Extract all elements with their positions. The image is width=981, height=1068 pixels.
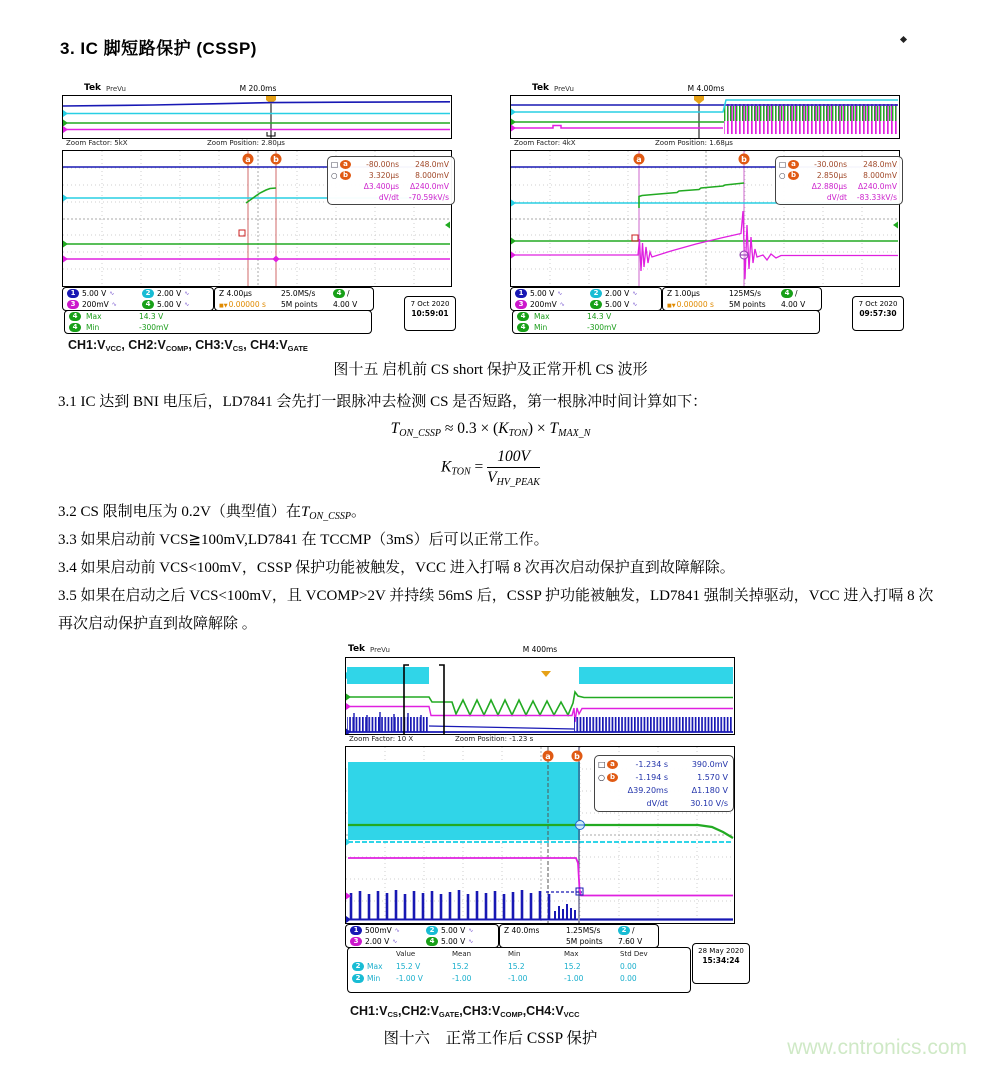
watermark: www.cntronics.com bbox=[787, 1036, 967, 1059]
ch3-scale: 200mV bbox=[530, 300, 557, 309]
caption-part: ,CH3:V bbox=[459, 1004, 501, 1018]
cell: -1.00 bbox=[452, 973, 472, 983]
caption-part: , CH4:V bbox=[243, 338, 288, 352]
caption-part: , CH3:V bbox=[188, 338, 233, 352]
channel-markers bbox=[511, 200, 516, 259]
scope-header bbox=[510, 84, 902, 95]
caption-sub: COMP bbox=[500, 1010, 523, 1020]
formula-part: K bbox=[498, 420, 509, 437]
gate-switching-band bbox=[348, 762, 580, 840]
ch4-badge: 4 bbox=[142, 300, 154, 309]
cursor-a-symbol: □ bbox=[598, 760, 606, 769]
ch4-badge: 4 bbox=[590, 300, 602, 309]
acquisition-box bbox=[499, 924, 659, 948]
scope-header bbox=[345, 645, 735, 656]
cell: 0.00 bbox=[620, 973, 637, 983]
switching-region-gate bbox=[724, 106, 898, 121]
paragraph-3-4: 3.4 如果启动前 VCS<100mV，CSSP 保护功能被触发，VCC 进入打嗝 8 次再次启动保护直到故障解除。 bbox=[58, 560, 735, 576]
col-min: Min bbox=[508, 950, 521, 958]
trace-ch3-vcs bbox=[511, 126, 723, 129]
delay-icon: ■▼ bbox=[219, 303, 228, 309]
caption-sub: VCC bbox=[105, 344, 122, 354]
formula-part: T bbox=[390, 420, 400, 437]
bw-icon: ∿ bbox=[111, 301, 117, 308]
dvdt-value: -83.33kV/s bbox=[856, 193, 897, 202]
delay-readout: 0.00000 s bbox=[676, 300, 714, 309]
tek-logo: Tek bbox=[84, 83, 102, 93]
meas-value: -300mV bbox=[587, 323, 617, 332]
cursor-b-time: 3.320μs bbox=[368, 171, 399, 180]
tek-logo: Tek bbox=[532, 83, 550, 93]
cursor-delta-time: Δ39.20ms bbox=[627, 786, 668, 795]
cursor-delta-time: Δ3.400μs bbox=[363, 182, 399, 191]
svg-text:b: b bbox=[574, 751, 580, 761]
paragraph-3-5: 3.5 如果在启动之后 VCS<100mV，且 VCOMP>2V 并持续 56mS 后，CSSP 护功能被触发，LD7841 强制关掉驱动，VCC 进入打嗝 8 次再次启动保护直到故障解除 。 bbox=[58, 588, 934, 632]
ch3-scale: 2.00 V bbox=[365, 937, 390, 946]
gate-band-right bbox=[579, 667, 733, 684]
meas-ch-badge: 4 bbox=[69, 312, 81, 321]
ch1-badge: 1 bbox=[515, 289, 527, 298]
meas-ch-badge: 4 bbox=[69, 323, 81, 332]
cursor-a-marker bbox=[632, 235, 638, 241]
date-time-box bbox=[852, 296, 904, 331]
caption-part: CH1:V bbox=[68, 338, 106, 352]
fraction-numerator: 100V bbox=[487, 448, 540, 468]
bw-icon: ∿ bbox=[392, 938, 398, 945]
corner-mark bbox=[900, 36, 907, 43]
cursor-b-time: 2.850μs bbox=[816, 171, 847, 180]
meas-ch-badge: 2 bbox=[352, 962, 364, 971]
formula-sub: ON_CSSP bbox=[399, 428, 441, 439]
svg-text:b: b bbox=[741, 154, 747, 164]
cursor-b-marker bbox=[272, 255, 279, 262]
cursor-b-badge: b bbox=[340, 171, 351, 180]
caption-sub: COMP bbox=[165, 344, 189, 354]
date-time-box bbox=[404, 296, 456, 331]
paragraph-3-3: 3.3 如果启动前 VCS≧100mV,LD7841 在 TCCMP（3mS）后可以正常工作。 bbox=[58, 532, 549, 548]
tek-logo: Tek bbox=[348, 644, 366, 654]
meas-label: Min bbox=[534, 323, 548, 332]
timebase-readout: M 4.00ms bbox=[687, 84, 725, 93]
timebase-readout: M 400ms bbox=[522, 645, 558, 654]
cell: -1.00 bbox=[564, 973, 584, 983]
cursor-readout-box bbox=[327, 156, 455, 205]
col-value: Value bbox=[396, 950, 416, 958]
formula-sub: TON bbox=[451, 466, 471, 478]
trigger-slope-icon: / bbox=[632, 926, 635, 935]
ch4-scale: 5.00 V bbox=[157, 300, 182, 309]
formula-sub: ON_CSSP bbox=[309, 511, 351, 522]
acq-mode: PreVu bbox=[106, 85, 126, 93]
acquisition-box bbox=[214, 287, 374, 311]
zoom-position: Zoom Position: -1.23 s bbox=[455, 735, 534, 743]
cursor-b-badge: b bbox=[788, 171, 799, 180]
trigger-source-badge: 4 bbox=[333, 289, 345, 298]
meas-value: -300mV bbox=[139, 323, 169, 332]
ch4-scale: 5.00 V bbox=[441, 937, 466, 946]
cursor-a-badge: a bbox=[340, 160, 351, 169]
time: 15:34:24 bbox=[702, 956, 740, 965]
channel-markers bbox=[511, 109, 516, 132]
fraction-denominator bbox=[487, 468, 540, 488]
svg-text:a: a bbox=[545, 751, 551, 761]
fig16-caption: 图十六 正常工作后 CSSP 保护 bbox=[383, 1030, 598, 1047]
ch2-scale: 5.00 V bbox=[441, 926, 466, 935]
zoom-timebase: Z 40.0ms bbox=[504, 926, 540, 935]
cursor-delta-value: Δ240.0mV bbox=[409, 182, 449, 191]
trigger-level-arrow bbox=[893, 222, 898, 229]
paragraph-part: 3.2 CS 限制电压为 0.2V（典型值）在 bbox=[58, 504, 301, 520]
time: 10:59:01 bbox=[411, 309, 449, 318]
paragraph-3-1: 3.1 IC 达到 BNI 电压后，LD7841 会先打一跟脉冲去检测 CS 是否短路，第一根脉冲时间计算如下： bbox=[58, 394, 708, 410]
overview-waveforms bbox=[511, 96, 899, 138]
cursor-a-time: -80.00ns bbox=[366, 160, 399, 169]
overview-graticule bbox=[62, 95, 452, 139]
page-title: 3. IC 脚短路保护 (CSSP) bbox=[60, 39, 257, 58]
meas-ch-badge: 4 bbox=[517, 312, 529, 321]
formula-part: T bbox=[549, 420, 559, 437]
channel-scale-box bbox=[345, 924, 499, 948]
dvdt-label: dV/dt bbox=[378, 193, 399, 202]
delay-readout: 0.00000 s bbox=[228, 300, 266, 309]
caption-part: CH1:V bbox=[350, 1004, 388, 1018]
cursor-a-value: 248.0mV bbox=[415, 160, 449, 169]
meas-ch-badge: 4 bbox=[517, 323, 529, 332]
acq-mode: PreVu bbox=[554, 85, 574, 93]
measurement-table bbox=[347, 947, 691, 993]
scope-capture-right bbox=[510, 84, 902, 332]
ch2-scale: 2.00 V bbox=[605, 289, 630, 298]
meas-label: Max bbox=[86, 312, 102, 321]
svg-text:a: a bbox=[245, 154, 251, 164]
cursor-b-badge: b bbox=[607, 773, 618, 782]
bw-icon: ∿ bbox=[557, 290, 563, 297]
paragraph-part: 。 bbox=[350, 504, 366, 520]
record-length: 5M points bbox=[566, 937, 603, 946]
channel-scale-box bbox=[62, 287, 214, 311]
cs-band-left bbox=[347, 717, 429, 732]
trigger-level: 7.60 V bbox=[618, 937, 643, 946]
date-time-box bbox=[692, 943, 750, 984]
zoom-timebase: Z 4.00μs bbox=[219, 289, 252, 298]
cell: 0.00 bbox=[620, 961, 637, 971]
cursor-readout-box bbox=[775, 156, 903, 205]
ch2-badge: 2 bbox=[590, 289, 602, 298]
cursor-a-symbol: □ bbox=[331, 160, 339, 169]
cell: -1.00 V bbox=[396, 973, 423, 983]
caption-sub: CS bbox=[232, 344, 244, 354]
cs-burst-train bbox=[351, 890, 549, 920]
cursor-b-value: 8.000mV bbox=[415, 171, 449, 180]
scope-capture-bottom bbox=[345, 645, 750, 1001]
gate-ramp bbox=[639, 183, 744, 208]
cursor-a-symbol: □ bbox=[779, 160, 787, 169]
ch3-scale: 200mV bbox=[82, 300, 109, 309]
ch1-scale: 5.00 V bbox=[82, 289, 107, 298]
formula-part: ) × bbox=[527, 420, 550, 437]
caption-sub: GATE bbox=[287, 344, 308, 354]
overview-graticule bbox=[510, 95, 900, 139]
ch1-badge: 1 bbox=[350, 926, 362, 935]
zoom-info-bar bbox=[345, 734, 735, 745]
scope-capture-left bbox=[62, 84, 454, 332]
meas-label: Max bbox=[367, 961, 383, 971]
trigger-level-arrow bbox=[445, 222, 450, 229]
sample-rate: 125MS/s bbox=[729, 289, 761, 298]
trigger-level: 4.00 V bbox=[781, 300, 806, 309]
bw-icon: ∿ bbox=[468, 938, 474, 945]
ch2-badge: 2 bbox=[426, 926, 438, 935]
caption-sub: VCC bbox=[563, 1010, 580, 1020]
ch4-badge: 4 bbox=[426, 937, 438, 946]
ch1-scale: 500mV bbox=[365, 926, 392, 935]
cursor-readout-box bbox=[594, 755, 734, 812]
svg-text:b: b bbox=[273, 154, 279, 164]
trigger-slope-icon: / bbox=[347, 289, 350, 298]
dvdt-value: 30.10 V/s bbox=[690, 799, 728, 808]
formula-part: K bbox=[441, 458, 452, 476]
caption-part: ,CH2:V bbox=[397, 1004, 439, 1018]
formula-part: = bbox=[470, 458, 488, 476]
overview-waveforms bbox=[346, 658, 734, 734]
cursor-a-badge: a bbox=[788, 160, 799, 169]
ch1-badge: 1 bbox=[67, 289, 79, 298]
cursor-b-symbol: ○ bbox=[779, 171, 786, 180]
svg-text:a: a bbox=[636, 154, 642, 164]
channel-markers bbox=[63, 110, 68, 133]
cursor-b-value: 8.000mV bbox=[863, 171, 897, 180]
cell: -1.00 bbox=[508, 973, 528, 983]
cell: 15.2 bbox=[564, 961, 581, 971]
formula-sub: HV_PEAK bbox=[496, 477, 540, 488]
cursor-a-value: 248.0mV bbox=[863, 160, 897, 169]
col-mean: Mean bbox=[452, 950, 472, 958]
trace-ch1-vcs-quiet bbox=[429, 726, 574, 729]
formula-sub: MAX_N bbox=[558, 428, 591, 439]
overview-waveforms bbox=[63, 96, 451, 138]
bw-icon: ∿ bbox=[632, 301, 638, 308]
cursor-b-time: -1.194 s bbox=[635, 773, 668, 782]
cursor-b-symbol: ○ bbox=[331, 171, 338, 180]
caption-part: , CH2:V bbox=[121, 338, 166, 352]
measurement-box bbox=[64, 310, 372, 334]
meas-value: 14.3 V bbox=[139, 312, 164, 321]
cs-band-right bbox=[574, 717, 733, 732]
fig16-channel-caption bbox=[350, 1004, 580, 1019]
date: 28 May 2020 bbox=[698, 947, 744, 955]
caption-part: ,CH4:V bbox=[522, 1004, 564, 1018]
cursor-delta-value: Δ240.0mV bbox=[857, 182, 897, 191]
zoom-info-bar bbox=[510, 138, 900, 149]
bw-icon: ∿ bbox=[559, 301, 565, 308]
sample-rate: 1.25MS/s bbox=[566, 926, 601, 935]
zoom-factor: Zoom Factor: 4kX bbox=[514, 139, 576, 147]
channel-scale-box bbox=[510, 287, 662, 311]
formula-ton-cssp bbox=[0, 420, 981, 439]
zoom-graticule bbox=[510, 150, 900, 287]
cs-test-pulse-ramp bbox=[246, 188, 276, 203]
cs-burst-tail bbox=[555, 904, 575, 920]
bw-icon: ∿ bbox=[468, 927, 474, 934]
cell: 15.2 bbox=[452, 961, 469, 971]
fig15-caption: 图十五 启机前 CS short 保护及正常开机 CS 波形 bbox=[333, 362, 648, 378]
meas-value: 14.3 V bbox=[587, 312, 612, 321]
trigger-source-badge: 2 bbox=[618, 926, 630, 935]
trigger-marker-icon bbox=[694, 96, 704, 104]
zoom-factor: Zoom Factor: 5kX bbox=[66, 139, 128, 147]
ch2-badge: 2 bbox=[142, 289, 154, 298]
cursor-a-value: 390.0mV bbox=[691, 760, 728, 769]
zoom-graticule bbox=[345, 746, 735, 924]
bw-icon: ∿ bbox=[109, 290, 115, 297]
ch2-scale: 2.00 V bbox=[157, 289, 182, 298]
trigger-marker-icon bbox=[541, 671, 551, 677]
dvdt-value: -70.59kV/s bbox=[408, 193, 449, 202]
date: 7 Oct 2020 bbox=[410, 300, 450, 308]
col-stddev: Std Dev bbox=[620, 950, 648, 958]
cursor-b-symbol: ○ bbox=[598, 773, 605, 782]
zoom-position: Zoom Position: 1.68μs bbox=[655, 139, 733, 147]
delay-icon: ■▼ bbox=[667, 303, 676, 309]
scope-header bbox=[62, 84, 454, 95]
date: 7 Oct 2020 bbox=[858, 300, 898, 308]
bw-icon: ∿ bbox=[184, 290, 190, 297]
cell: 15.2 V bbox=[396, 961, 421, 971]
record-length: 5M points bbox=[729, 300, 766, 309]
formula-sub: TON bbox=[508, 428, 528, 439]
zoom-timebase: Z 1.00μs bbox=[667, 289, 700, 298]
timebase-readout: M 20.0ms bbox=[239, 84, 277, 93]
overview-graticule bbox=[345, 657, 735, 735]
trace-ch1-vcc bbox=[63, 102, 450, 106]
formula-part: T bbox=[300, 504, 310, 520]
measurement-row-min bbox=[348, 972, 690, 984]
ch3-badge: 3 bbox=[350, 937, 362, 946]
measurement-table-header bbox=[348, 948, 690, 960]
ch4-scale: 5.00 V bbox=[605, 300, 630, 309]
dvdt-label: dV/dt bbox=[646, 799, 668, 808]
bw-icon: ∿ bbox=[394, 927, 400, 934]
cursor-a-time: -30.00ns bbox=[814, 160, 847, 169]
formula-kton bbox=[0, 448, 981, 488]
ch3-badge: 3 bbox=[67, 300, 79, 309]
meas-label: Max bbox=[534, 312, 550, 321]
zoom-info-bar bbox=[62, 138, 452, 149]
trigger-slope-icon: / bbox=[795, 289, 798, 298]
formula-part: V bbox=[487, 469, 497, 486]
trigger-level: 4.00 V bbox=[333, 300, 358, 309]
measurement-row-max bbox=[348, 960, 690, 972]
caption-sub: CS bbox=[387, 1010, 398, 1020]
fig15-channel-caption bbox=[68, 338, 308, 353]
meas-label: Min bbox=[367, 973, 381, 983]
caption-sub: GATE bbox=[438, 1010, 460, 1020]
record-length: 5M points bbox=[281, 300, 318, 309]
cell: 15.2 bbox=[508, 961, 525, 971]
cursor-a-badge: a bbox=[607, 760, 618, 769]
cursor-delta-value: Δ1.180 V bbox=[691, 786, 728, 795]
measurement-box bbox=[512, 310, 820, 334]
acq-mode: PreVu bbox=[370, 646, 390, 654]
acquisition-box bbox=[662, 287, 822, 311]
trigger-source-badge: 4 bbox=[781, 289, 793, 298]
sample-rate: 25.0MS/s bbox=[281, 289, 316, 298]
dvdt-label: dV/dt bbox=[826, 193, 847, 202]
gate-band-left bbox=[347, 667, 429, 684]
cursor-b-value: 1.570 V bbox=[697, 773, 728, 782]
time: 09:57:30 bbox=[859, 309, 897, 318]
formula-part: ≈ 0.3 × ( bbox=[440, 420, 499, 437]
zoom-factor: Zoom Factor: 10 X bbox=[349, 735, 414, 743]
cursor-delta-time: Δ2.880μs bbox=[811, 182, 847, 191]
cursor-a-time: -1.234 s bbox=[635, 760, 668, 769]
bw-icon: ∿ bbox=[632, 290, 638, 297]
ch3-badge: 3 bbox=[515, 300, 527, 309]
ch1-scale: 5.00 V bbox=[530, 289, 555, 298]
bw-icon: ∿ bbox=[184, 301, 190, 308]
meas-label: Min bbox=[86, 323, 100, 332]
zoom-graticule bbox=[62, 150, 452, 287]
fraction bbox=[487, 448, 540, 488]
col-max: Max bbox=[564, 950, 579, 958]
meas-ch-badge: 2 bbox=[352, 974, 364, 983]
zoom-position: Zoom Position: 2.80μs bbox=[207, 139, 285, 147]
